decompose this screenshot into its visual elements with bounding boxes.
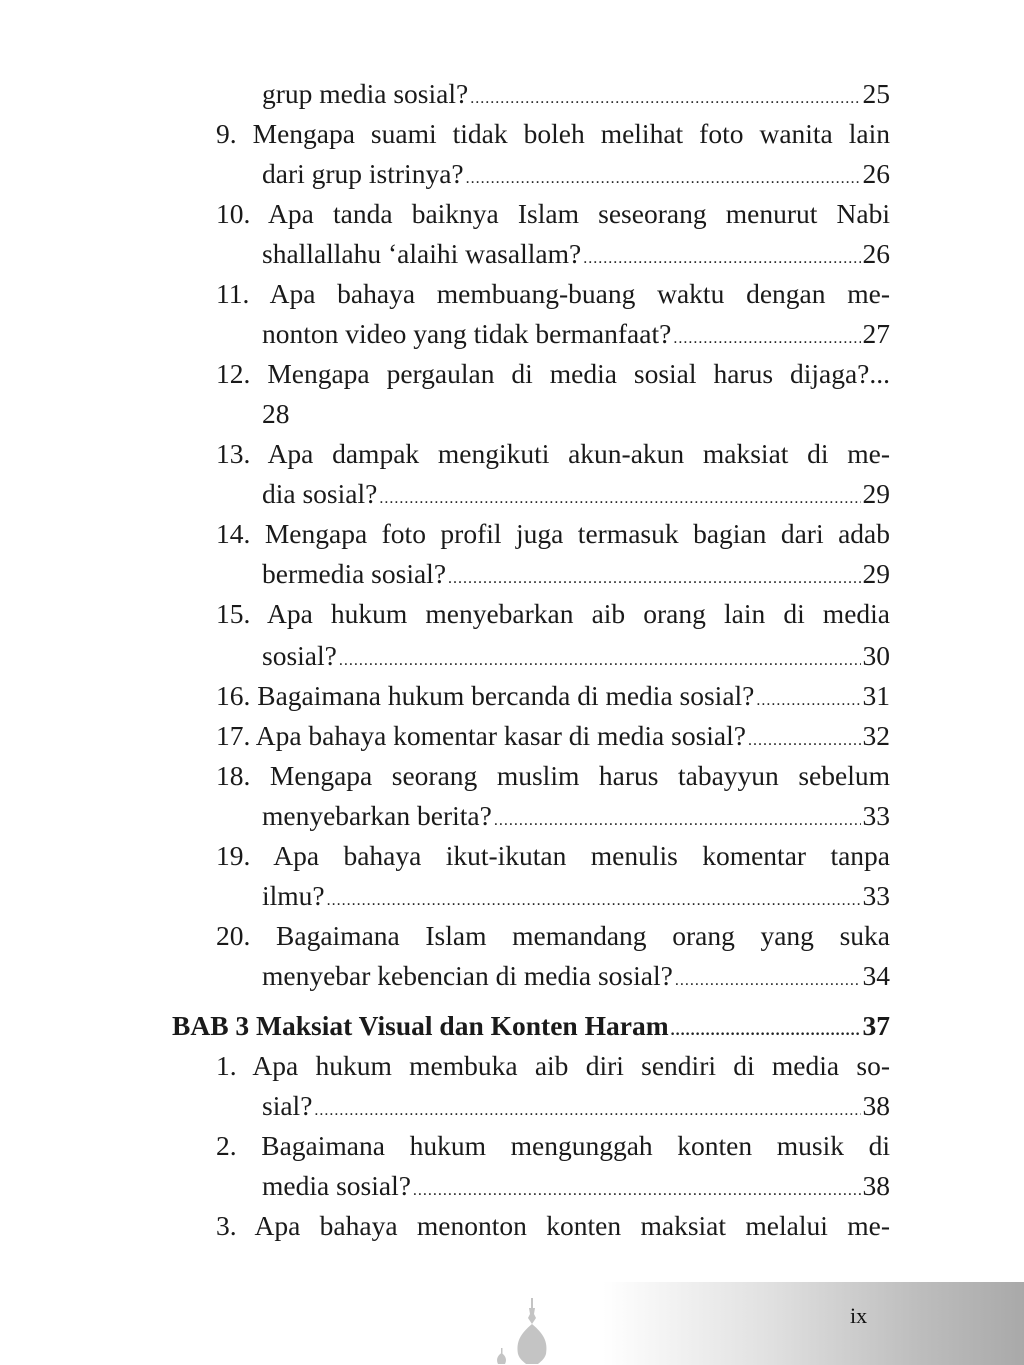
dot-leader bbox=[671, 1011, 861, 1051]
toc-page-number: 38 bbox=[862, 1090, 890, 1121]
toc-entry-line bbox=[262, 956, 890, 996]
dot-leader bbox=[379, 479, 860, 519]
toc-entry-line bbox=[262, 314, 890, 354]
toc-entry-line bbox=[216, 716, 890, 756]
toc-entry-line bbox=[216, 514, 890, 554]
toc-entry-text: 2. Bagaimana hukum mengunggah konten musik di bbox=[216, 1130, 890, 1161]
page-number: ix bbox=[850, 1303, 868, 1328]
toc-page-number: 30 bbox=[862, 640, 890, 671]
toc-entry-line bbox=[216, 1126, 890, 1166]
toc-page-number: 37 bbox=[862, 1010, 890, 1041]
toc-entry-text: media sosial? bbox=[262, 1170, 411, 1201]
toc-page-number: 31 bbox=[862, 680, 890, 711]
toc-entry-text: menyebarkan berita? bbox=[262, 800, 492, 831]
toc-entry-line bbox=[262, 474, 890, 514]
toc-entry-text: 16. Bagaimana hukum bercanda di media sosial? bbox=[216, 680, 755, 711]
dot-leader bbox=[673, 319, 860, 359]
toc-entry-line bbox=[262, 876, 890, 916]
toc-entry-line bbox=[216, 354, 890, 394]
dot-leader bbox=[494, 801, 861, 841]
toc-entry-text: grup media sosial? bbox=[262, 78, 469, 109]
toc-entry-line bbox=[216, 676, 890, 716]
toc-entry-line bbox=[216, 1206, 890, 1246]
toc-entry-line bbox=[216, 1046, 890, 1086]
toc-entry-text: 1. Apa hukum membuka aib diri sendiri di media so- bbox=[216, 1050, 890, 1081]
toc-entry-line bbox=[262, 1166, 890, 1206]
toc-entry-text: 19. Apa bahaya ikut-ikutan menulis komentar tanpa bbox=[216, 840, 890, 871]
toc-entry-text: 3. Apa bahaya menonton konten maksiat melalui me- bbox=[216, 1210, 890, 1241]
dot-leader bbox=[756, 681, 860, 721]
dot-leader bbox=[470, 79, 860, 119]
dot-leader bbox=[583, 239, 860, 279]
toc-page-number: 26 bbox=[862, 158, 890, 189]
toc-page-number: 29 bbox=[862, 558, 890, 589]
toc-entry-line bbox=[262, 154, 890, 194]
dot-leader bbox=[448, 559, 860, 599]
toc-entry-line bbox=[262, 74, 890, 114]
toc-entry-text: ilmu? bbox=[262, 880, 325, 911]
toc-entry-text: 13. Apa dampak mengikuti akun-akun maksiat di me- bbox=[216, 438, 890, 469]
toc-entry-text: 9. Mengapa suami tidak boleh melihat foto wanita lain bbox=[216, 118, 890, 149]
toc-chapter-heading bbox=[172, 1006, 890, 1046]
toc-entry-line bbox=[262, 636, 890, 676]
toc-entry-line bbox=[216, 836, 890, 876]
toc-entry-line bbox=[216, 916, 890, 956]
toc-page-number: 38 bbox=[862, 1170, 890, 1201]
toc-entry-text: 14. Mengapa foto profil juga termasuk bagian dari adab bbox=[216, 518, 890, 549]
toc-entry-text: sosial? bbox=[262, 640, 337, 671]
toc-entry-line bbox=[262, 234, 890, 274]
toc-entry-text: sial? bbox=[262, 1090, 313, 1121]
toc-entry-text: nonton video yang tidak bermanfaat? bbox=[262, 318, 672, 349]
footer-gradient-bar bbox=[603, 1282, 1024, 1365]
toc-entry-line bbox=[262, 554, 890, 594]
toc-page-number: 27 bbox=[862, 318, 890, 349]
toc-page-number: 25 bbox=[862, 78, 890, 109]
toc-entry-text: bermedia sosial? bbox=[262, 558, 447, 589]
toc-entry-text: shallallahu ‘alaihi wasallam? bbox=[262, 238, 582, 269]
toc-page-number: 29 bbox=[862, 478, 890, 509]
toc-page-number: 34 bbox=[862, 960, 890, 991]
toc-entry-text: dari grup istrinya? bbox=[262, 158, 464, 189]
dot-leader bbox=[748, 721, 861, 761]
toc-entry-text: 12. Mengapa pergaulan di media sosial harus dijaga?... bbox=[216, 358, 890, 389]
toc-entry-line bbox=[262, 796, 890, 836]
toc-entry-line bbox=[216, 594, 890, 634]
toc-entry-text: 17. Apa bahaya komentar kasar di media sosial? bbox=[216, 720, 746, 751]
dot-leader bbox=[466, 159, 861, 199]
dot-leader bbox=[314, 1091, 860, 1131]
dot-leader bbox=[675, 961, 861, 1001]
toc-entry-line bbox=[216, 274, 890, 314]
toc-entry-line bbox=[216, 756, 890, 796]
mosque-silhouette-icon bbox=[490, 1298, 580, 1365]
dot-leader bbox=[413, 1171, 861, 1211]
toc-page-number: 33 bbox=[862, 880, 890, 911]
toc-page-number: 26 bbox=[862, 238, 890, 269]
toc-entry-text: 18. Mengapa seorang muslim harus tabayyun sebelum bbox=[216, 760, 890, 791]
toc-entry-text: 11. Apa bahaya membuang-buang waktu dengan me- bbox=[216, 278, 890, 309]
toc-entry-text: menyebar kebencian di media sosial? bbox=[262, 960, 673, 991]
toc-page-number: 33 bbox=[862, 800, 890, 831]
dot-leader bbox=[339, 641, 861, 681]
toc-entry-text: 20. Bagaimana Islam memandang orang yang suka bbox=[216, 920, 890, 951]
toc-entry-line bbox=[262, 394, 890, 434]
toc-page-number: 32 bbox=[862, 720, 890, 751]
toc-entry-text: dia sosial? bbox=[262, 478, 378, 509]
toc-entry-text: BAB 3 Maksiat Visual dan Konten Haram bbox=[172, 1010, 669, 1041]
toc-entry-text: 28 bbox=[262, 398, 290, 429]
toc-entry-line bbox=[216, 434, 890, 474]
toc-entry-line bbox=[216, 194, 890, 234]
toc-entry-line bbox=[262, 1086, 890, 1126]
toc-entry-text: 15. Apa hukum menyebarkan aib orang lain di media bbox=[216, 598, 890, 629]
toc-entry-line bbox=[216, 114, 890, 154]
toc-entry-text: 10. Apa tanda baiknya Islam seseorang menurut Nabi bbox=[216, 198, 890, 229]
dot-leader bbox=[327, 881, 861, 921]
